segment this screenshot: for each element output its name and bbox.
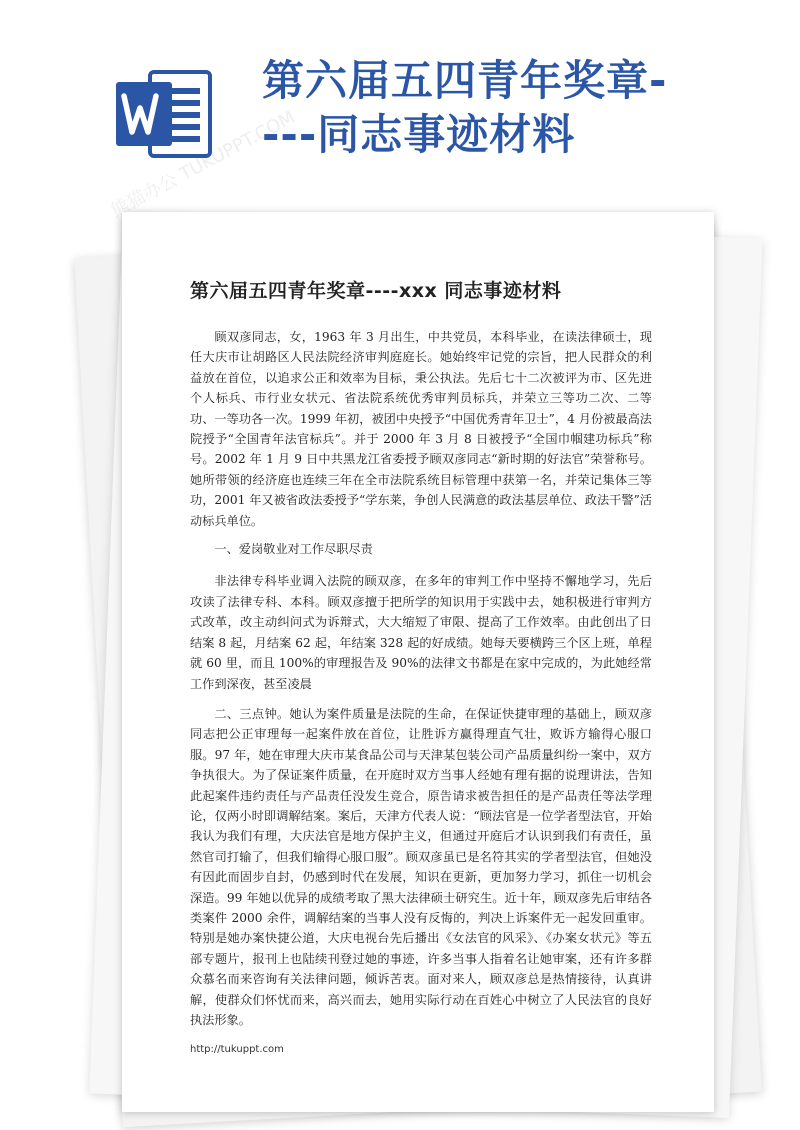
paragraph-body: 二、三点钟。她认为案件质量是法院的生命，在保证快捷审理的基础上，顾双彦同志把公正审理每一起案件放在首位，让胜诉方赢得理直气壮，败诉方输得心服口服。97 年，她在审理大庆市某食品公司与天津某包装公司产品质量纠纷一案中，双方争执很大。为了保证案件质量，在开庭时双方当事人经她有理有据的说理讲法，告知此起案件违约责任与产品责任没发生竞合，原告请求被告担任的是产品责任等法学理论，仅两小时即调解结案。案后，天津方代表人说：“顾法官是一位学者型法官，开始我认为我们有理，大庆法官是地方保护主义，但通过开庭后才认识到我们有责任，虽然官司打输了，但我们输得心服口服”。顾双彦虽已是名符其实的学者型法官，但她没有因此而固步自封，仍感到时代在发展，知识在更新，更加努力学习，抓住一切机会深造。99 年她以优异的成绩考取了黑大法律硕士研究生。近十年，顾双彦先后审结各类案件 2000 余件，调解结案的当事人没有反悔的，判决上诉案件无一起发回重审。特别是她办案快捷公道，大庆电视台先后播出《女法官的风采》、《办案女状元》等五部专题片，报刊上也陆续刊登过她的事迹，许多当事人指着名让她审案，还有许多群众慕名而来咨询有关法律问题，倾诉苦衷。面对来人，顾双彦总是热情接待，认真讲解，使群众们怀忧而来，高兴而去，她用实际行动在百姓心中树立了人民法官的良好执法形象。 <box>190 706 652 1027</box>
section-heading: 一、爱岗敬业对工作尽职尽责 <box>214 542 373 557</box>
word-document-icon <box>112 62 216 166</box>
watermark-text: 熊猫办公 TUKUPPT.COM <box>107 106 299 222</box>
banner-title: 第六届五四青年奖章----同志事迹材料 <box>262 56 668 159</box>
document-title: 第六届五四青年奖章----xxx 同志事迹材料 <box>190 280 562 302</box>
paragraph-intro: 顾双彦同志，女，1963 年 3 月出生，中共党员，本科毕业，在读法律硕士，现任大庆市让胡路区人民法院经济审判庭庭长。她始终牢记党的宗旨，把人民群众的利益放在首位，以追求公正和效率为目标，秉公执法。先后七十二次被评为市、区先进个人标兵、市行业女状元、省法院系统优秀审判员标兵，并荣立三等功二次、二等功、一等功各一次。1999 年初，被团中央授予“中国优秀青年卫士”，4 月份被最高法院授予“全国青年法官标兵”。并于 2000 年 3 月 8 日被授予“全国巾帼建功标兵”称号。2002 年 1 月 9 日中共黑龙江省委授予顾双彦同志“新时期的好法官”荣誉称号。她所带领的经济庭也连续三年在全市法院系统目标管理中获第一名，并荣记集体三等功，2001 年又被省政法委授予“学东莱，争创人民满意的政法基层单位、政法干警”活动标兵单位。 <box>190 330 652 528</box>
source-link[interactable]: http://tukuppt.com <box>190 1044 284 1056</box>
document-page <box>122 212 714 1112</box>
paragraph-body: 非法律专科毕业调入法院的顾双彦，在多年的审判工作中坚持不懈地学习，先后攻读了法律专科、本科。顾双彦擅于把所学的知识用于实践中去，她积极进行审判方式改革，改主动纠问式为诉辩式，大大缩短了审限、提高了工作效率。由此创出了日结案 8 起，月结案 62 起，年结案 328 起的好成绩。她每天要横跨三个区上班，单程就 60 里，而且 100%的审理报告及 90%的法律文书都是在家中完成的，为此她经常工作到深夜，甚至凌晨 <box>190 574 652 691</box>
